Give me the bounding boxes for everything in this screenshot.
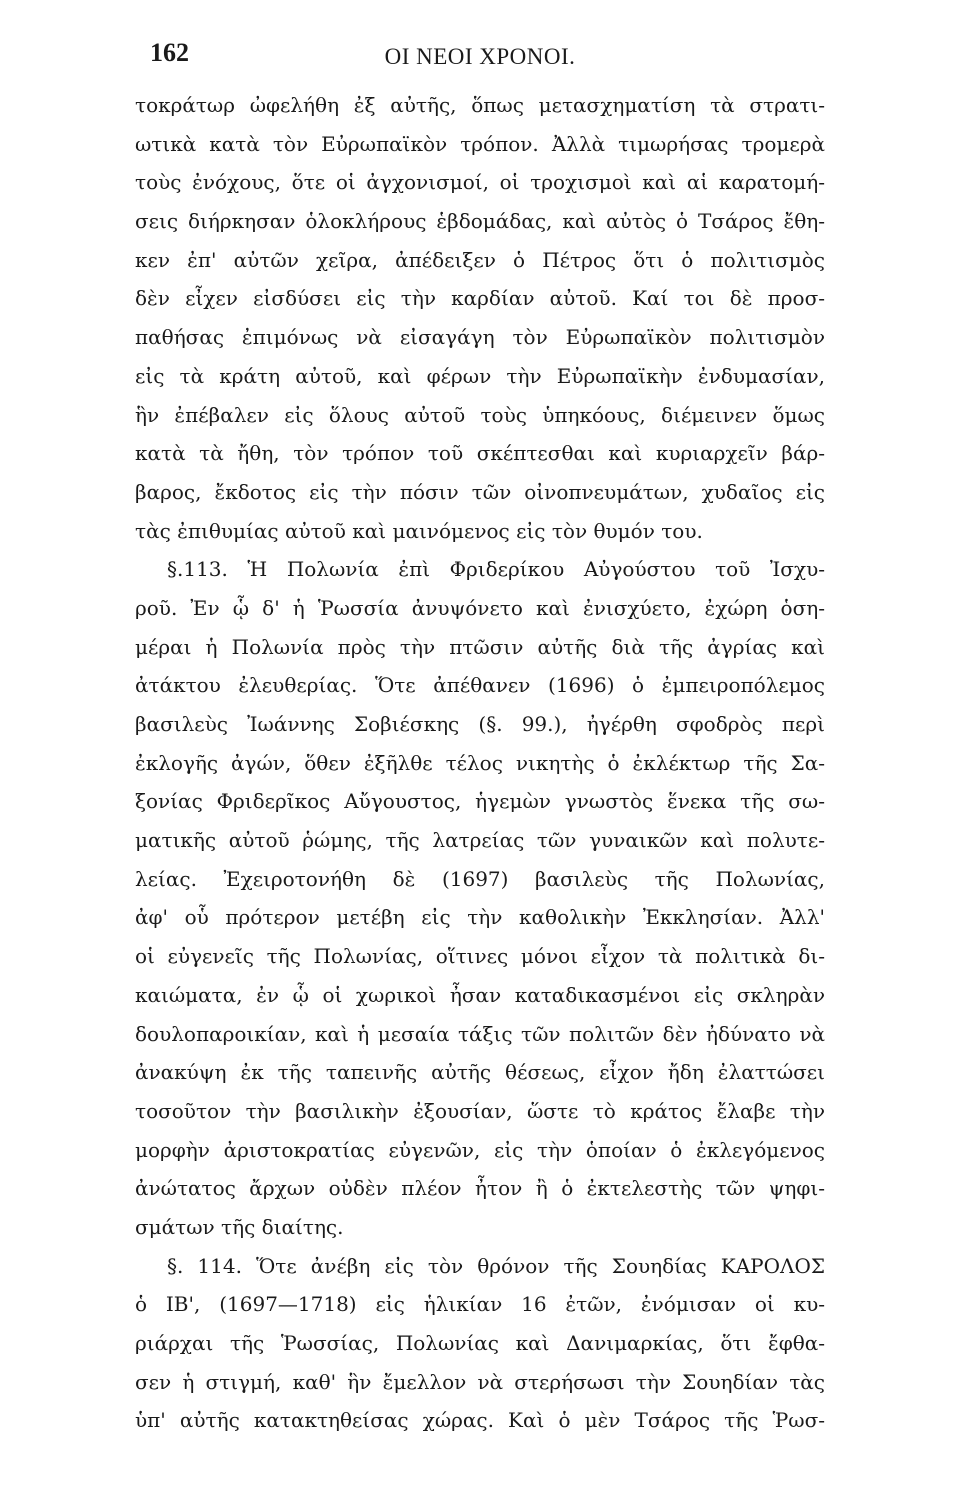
- text-line: ἀφ' οὗ πρότερον μετέβη εἰς τὴν καθολικὴν Ἐκκλησίαν. Ἀλλ': [135, 905, 825, 930]
- text-line: ἀτάκτου ἐλευθερίας. Ὅτε ἀπέθανεν (1696) ὁ ἐμπειροπόλεμος: [135, 673, 825, 698]
- text-line: δουλοπαροικίαν, καὶ ἡ μεσαία τάξις τῶν πολιτῶν δὲν ἠδύνατο νὰ: [135, 1021, 825, 1046]
- text-line: μέραι ἡ Πολωνία πρὸς τὴν πτῶσιν αὐτῆς διὰ τῆς ἀγρίας καὶ: [135, 634, 825, 659]
- text-line: τοκράτωρ ὠφελήθη ἐξ αὐτῆς, ὅπως μετασχηματίση τὰ στρατι-: [135, 93, 825, 117]
- text-line: βαρος, ἔκδοτος εἰς τὴν πόσιν τῶν οἰνοπνευμάτων, χυδαῖος εἰς: [135, 479, 825, 504]
- text-line: ὑπ' αὐτῆς κατακτηθείσας χώρας. Καὶ ὁ μὲν Τσάρος τῆς Ῥωσ-: [135, 1408, 825, 1433]
- section-heading-line: §. 114. Ὅτε ἀνέβη εἰς τὸν θρόνον τῆς Σουηδίας ΚΑΡΟΛΟΣ: [167, 1253, 825, 1278]
- page-header: [140, 38, 820, 78]
- text-line: ἣν ἐπέβαλεν εἰς ὅλους αὐτοῦ τοὺς ὑπηκόους, διέμεινεν ὅμως: [135, 402, 825, 427]
- text-line: σεν ἡ στιγμή, καθ' ἣν ἔμελλον νὰ στερήσωσι τὴν Σουηδίαν τὰς: [135, 1369, 825, 1394]
- text-line: ροῦ. Ἐν ᾧ δ' ἡ Ῥωσσία ἀνυψόνετο καὶ ἐνισχύετο, ἐχώρη ὁση-: [135, 595, 825, 620]
- running-head: ΟΙ ΝΕΟΙ ΧΡΟΝΟΙ.: [384, 44, 576, 69]
- text-line: δὲν εἶχεν εἰσδύσει εἰς τὴν καρδίαν αὐτοῦ. Καί τοι δὲ προσ-: [135, 286, 825, 311]
- text-line: σμάτων τῆς διαίτης.: [135, 1214, 344, 1239]
- text-line: καιώματα, ἐν ᾧ οἱ χωρικοὶ ἦσαν καταδικασμένοι εἰς σκληρὰν: [135, 982, 825, 1007]
- text-line: ξονίας Φριδερῖκος Αὔγουστος, ἡγεμὼν γνωστὸς ἕνεκα τῆς σω-: [135, 789, 825, 814]
- text-line: τοσοῦτον τὴν βασιλικὴν ἐξουσίαν, ὥστε τὸ κράτος ἔλαβε τὴν: [135, 1098, 825, 1123]
- text-line: μορφὴν ἀριστοκρατίας εὐγενῶν, εἰς τὴν ὁποίαν ὁ ἐκλεγόμενος: [135, 1137, 825, 1162]
- text-line: τοὺς ἐνόχους, ὅτε οἱ ἀγχονισμοί, οἱ τροχισμοὶ καὶ αἱ καρατομή-: [135, 170, 825, 195]
- text-line: παθήσας ἐπιμόνως νὰ εἰσαγάγη τὸν Εὐρωπαϊκὸν πολιτισμὸν: [135, 325, 825, 350]
- text-line: ὁ ΙΒ', (1697—1718) εἰς ἡλικίαν 16 ἐτῶν, ἐνόμισαν οἱ κυ-: [135, 1292, 825, 1317]
- page-number: 162: [150, 38, 189, 67]
- text-line: κατὰ τὰ ἤθη, τὸν τρόπον τοῦ σκέπτεσθαι καὶ κυριαρχεῖν βάρ-: [135, 441, 825, 466]
- text-line: ἀνώτατος ἄρχων οὐδὲν πλέον ἦτον ἢ ὁ ἐκτελεστὴς τῶν ψηφι-: [135, 1176, 825, 1201]
- text-line: κεν ἐπ' αὐτῶν χεῖρα, ἀπέδειξεν ὁ Πέτρος ὅτι ὁ πολιτισμὸς: [135, 247, 825, 272]
- text-line: βασιλεὺς Ἰωάννης Σοβιέσκης (§. 99.), ἠγέρθη σφοδρὸς περὶ: [135, 712, 825, 736]
- section-heading-line: §.113. Ἡ Πολωνία ἐπὶ Φριδερίκου Αὐγούστου τοῦ Ἰσχυ-: [167, 557, 825, 582]
- text-line: ριάρχαι τῆς Ῥωσσίας, Πολωνίας καὶ Δανιμαρκίας, ὅτι ἔφθα-: [135, 1331, 825, 1355]
- text-line: ωτικὰ κατὰ τὸν Εὐρωπαϊκὸν τρόπον. Ἀλλὰ τιμωρήσας τρομερὰ: [135, 131, 825, 156]
- text-line: εἰς τὰ κράτη αὐτοῦ, καὶ φέρων τὴν Εὐρωπαϊκὴν ἐνδυμασίαν,: [135, 363, 825, 388]
- text-line: ματικῆς αὐτοῦ ῥώμης, τῆς λατρείας τῶν γυναικῶν καὶ πολυτε-: [135, 828, 825, 853]
- text-line: λείας. Ἐχειροτονήθη δὲ (1697) βασιλεὺς τῆς Πολωνίας,: [135, 866, 825, 891]
- text-line: οἱ εὐγενεῖς τῆς Πολωνίας, οἵτινες μόνοι εἶχον τὰ πολιτικὰ δι-: [135, 944, 825, 969]
- text-line: τὰς ἐπιθυμίας αὐτοῦ καὶ μαινόμενος εἰς τὸν θυμόν του.: [135, 518, 703, 543]
- text-line: ἐκλογῆς ἀγών, ὅθεν ἐξῆλθε τέλος νικητὴς ὁ ἐκλέκτωρ τῆς Σα-: [135, 750, 825, 775]
- text-line: σεις διήρκησαν ὁλοκλήρους ἑβδομάδας, καὶ αὐτὸς ὁ Τσάρος ἔθη-: [135, 209, 825, 234]
- body-text: [135, 86, 825, 1440]
- text-line: ἀνακύψη ἐκ τῆς ταπεινῆς αὐτῆς θέσεως, εἶχον ἤδη ἐλαττώσει: [135, 1060, 825, 1085]
